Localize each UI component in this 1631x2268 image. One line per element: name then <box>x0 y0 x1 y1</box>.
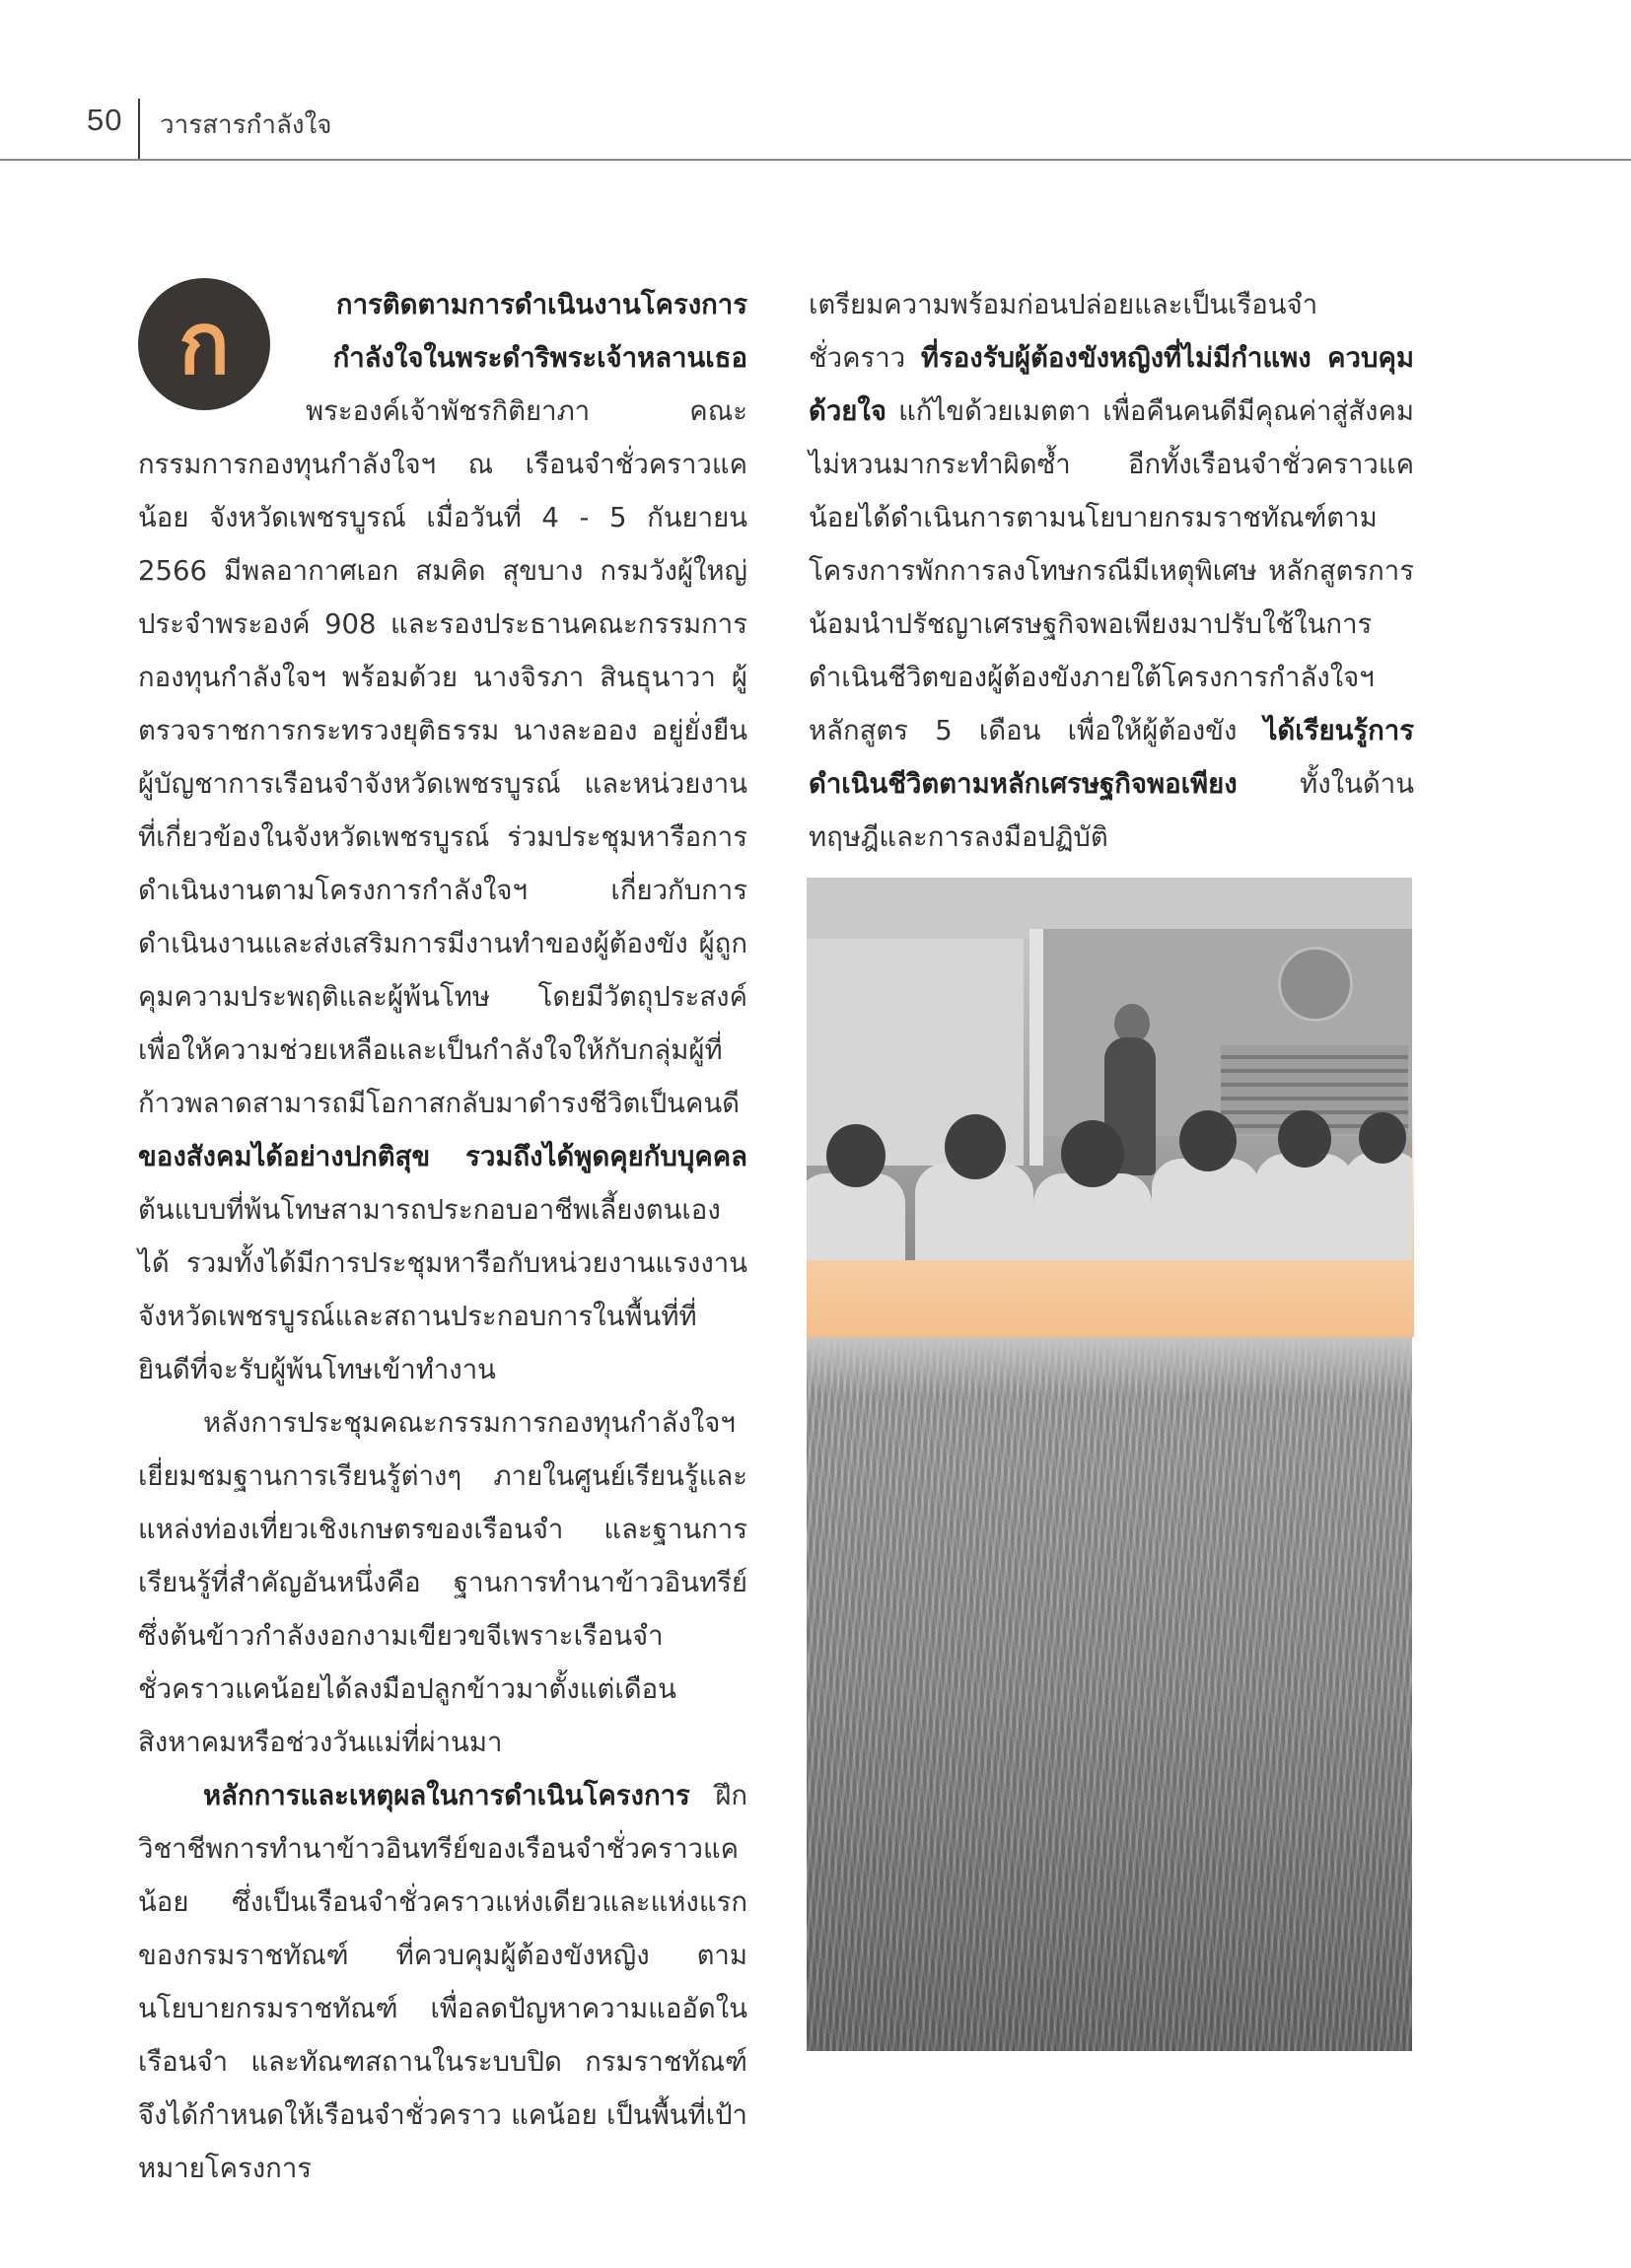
header-divider <box>138 99 140 160</box>
rice-field-photo <box>807 1337 1412 2051</box>
page-header <box>0 0 1631 162</box>
audience-member <box>1344 1152 1412 1260</box>
audience-member-head <box>945 1114 1006 1179</box>
meeting-photo <box>807 878 1412 1260</box>
right-paragraph <box>809 278 1414 864</box>
audience-member-head <box>1179 1110 1237 1171</box>
paragraph-1-body: พระองค์เจ้าพัชรกิติยาภา คณะกรรมการกองทุนกำลังใจฯ ณ เรือนจำชั่วคราวแคน้อย จังหวัดเพชรบูรณ์ เมื่อวันที่ 4 - 5 กันยายน 2566 มีพลอากาศเอก สมคิด สุขบาง กรมวังผู้ใหญ่ประจำพระองค์ 908 และรองประธานคณะกรรมการกองทุนกำลังใจฯ พร้อมด้วย นางจิรภา สินธุนาวา ผู้ตรวจราชการกระทรวงยุติธรรม นางละออง อยู่ยั่งยืน ผู้บัญชาการเรือนจำจังหวัดเพชรบูรณ์ และหน่วยงานที่เกี่ยวข้องในจังหวัดเพชรบูรณ์ ร่วมประชุมหารือการดำเนินงานตามโครงการกำลังใจฯ เกี่ยวกับการดำเนินงานและส่งเสริมการมีงานทำของผู้ต้องขัง ผู้ถูกคุมความประพฤติและผู้พ้นโทษ โดยมีวัตถุประสงค์เพื่อให้ความช่วยเหลือและเป็นกำลังใจให้กับกลุ่มผู้ที่ก้าวพลาดสามารถมีโอกาสกลับมาดำรงชีวิตเป็นคนดี <box>138 395 747 1119</box>
paragraph-3-heading: หลักการและเหตุผลในการดำเนินโครงการ <box>203 1780 690 1811</box>
paragraph-3 <box>138 1769 747 2195</box>
paragraph-3-body: ฝึกวิชาชีพการทำนาข้าวอินทรีย์ของเรือนจำชั่วคราวแคน้อย ซึ่งเป็นเรือนจำชั่วคราวแห่งเดียวและแห่งแรกของกรมราชทัณฑ์ ที่ควบคุมผู้ต้องขังหญิง ตามนโยบายกรมราชทัณฑ์ เพื่อลดปัญหาความแออัดในเรือนจำ และทัณฑสถานในระบบปิด กรมราชทัณฑ์จึงได้กำหนดให้เรือนจำชั่วคราว แคน้อย เป็นพื้นที่เป้าหมายโครงการ <box>138 1780 747 2184</box>
header-rule <box>0 159 1631 161</box>
rice-field-haze <box>807 1337 1412 1396</box>
lead-line-2: กำลังใจในพระดำริพระเจ้าหลานเธอ <box>332 342 747 374</box>
audience-member <box>1255 1154 1354 1260</box>
lead-line-1: การติดตามการดำเนินงานโครงการ <box>335 289 747 320</box>
left-column <box>138 278 747 2195</box>
audience-member-head <box>1278 1110 1331 1168</box>
drop-cap-letter: ก <box>177 295 231 393</box>
right-text-2: แก้ไขด้วยเมตตา เพื่อคืนคนดีมีคุณค่าสู่สังคม ไม่หวนมากระทำผิดซ้ำ อีกทั้งเรือนจำชั่วคราวแคน้อยได้ดำเนินการตามนโยบายกรมราชทัณฑ์ตามโครงการพักการลงโทษกรณีมีเหตุพิเศษ หลักสูตรการน้อมนำปรัชญาเศรษฐกิจพอเพียงมาปรับใช้ในการดำเนินชีวิตของผู้ต้องขังภายใต้โครงการกำลังใจฯ หลักสูตร 5 เดือน เพื่อให้ผู้ต้องขัง <box>809 395 1414 746</box>
paragraph-1 <box>138 385 747 1396</box>
audience-member-head <box>1359 1112 1406 1164</box>
magazine-title: วารสารกำลังใจ <box>160 110 332 140</box>
right-column <box>809 278 1414 864</box>
page-number: 50 <box>87 103 123 137</box>
photo-portrait <box>1278 947 1353 1022</box>
paragraph-1-bold: ของสังคมได้อย่างปกติสุข รวมถึงได้พูดคุยกับบุคคล <box>138 1141 747 1172</box>
right-bold-2: ได้เรียนรู้การดำเนินชีวิตตามหลักเศรษฐกิจพอเพียง <box>809 715 1414 800</box>
audience-member <box>1152 1159 1260 1260</box>
paragraph-1-end: ต้นแบบที่พ้นโทษสามารถประกอบอาชีพเลี้ยงตนเองได้ รวมทั้งได้มีการประชุมหารือกับหน่วยงานแรงงานจังหวัดเพชรบูรณ์และสถานประกอบการในพื้นที่ที่ยินดีที่จะรับผู้พ้นโทษเข้าทำงาน <box>138 1194 747 1385</box>
audience-member-head <box>1061 1120 1124 1187</box>
right-text-1: เตรียมความพร้อมก่อนปล่อยและเป็นเรือนจำชั่วคราว <box>809 289 1318 374</box>
right-bold-1: ที่รองรับผู้ต้องขังหญิงที่ไม่มีกำแพง ควบคุมด้วยใจ <box>809 342 1414 427</box>
paragraph-2: หลังการประชุมคณะกรรมการกองทุนกำลังใจฯ เยี่ยมชมฐานการเรียนรู้ต่างๆ ภายในศูนย์เรียนรู้และแหล่งท่องเที่ยวเชิงเกษตรของเรือนจำ และฐานการเรียนรู้ที่สำคัญอันหนึ่งคือ ฐานการทำนาข้าวอินทรีย์ ซึ่งต้นข้าวกำลังงอกงามเขียวขจีเพราะเรือนจำชั่วคราวแคน้อยได้ลงมือปลูกข้าวมาตั้งแต่เดือนสิงหาคมหรือช่วงวันแม่ที่ผ่านมา <box>138 1407 747 1758</box>
right-text-3: ทั้งในด้านทฤษฎีและการลงมือปฏิบัติ <box>809 768 1414 853</box>
photo-pillar <box>1029 929 1043 1166</box>
audience-member-head <box>826 1124 886 1187</box>
